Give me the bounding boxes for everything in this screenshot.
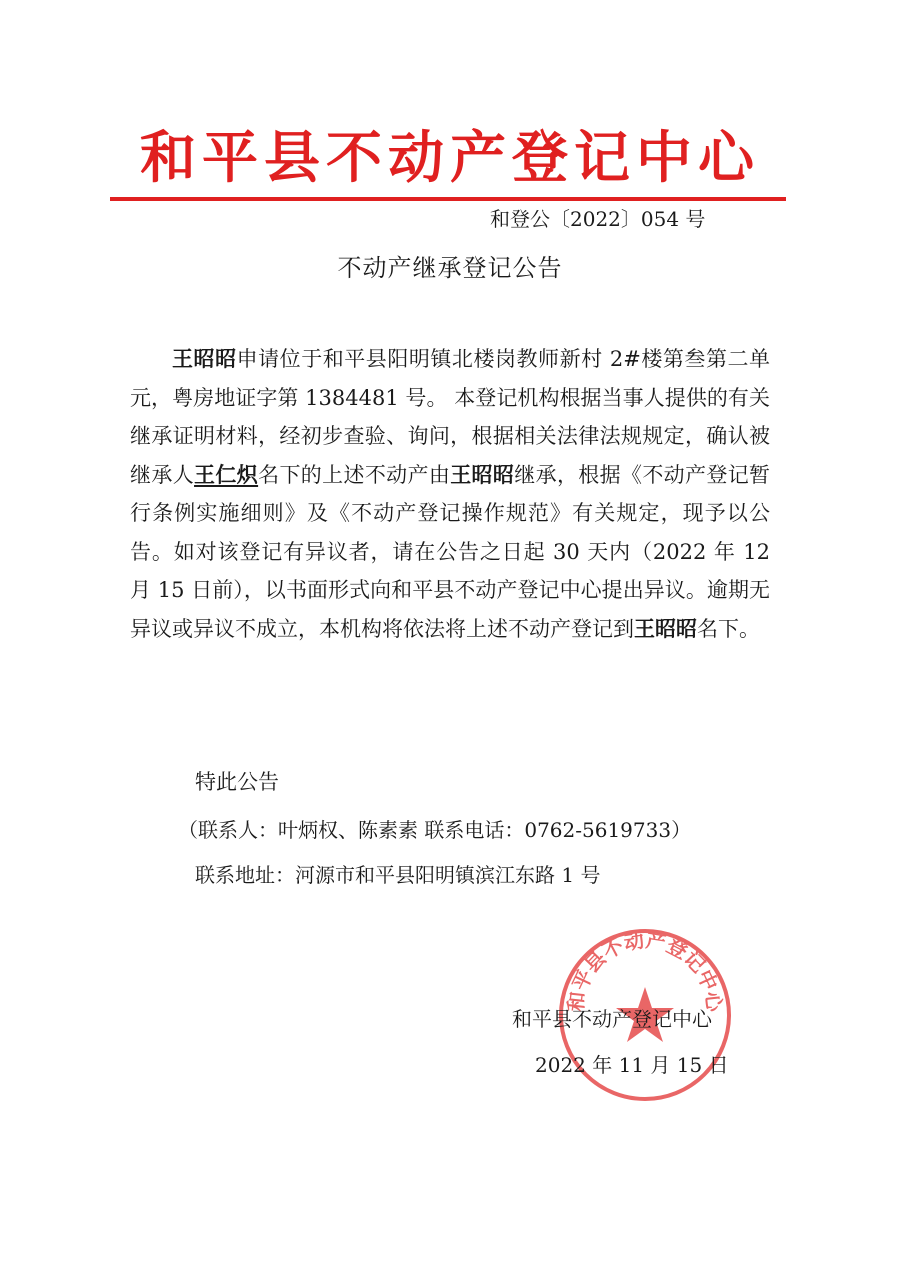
signature-date: 2022 年 11 月 15 日 xyxy=(535,1053,729,1077)
applicant-name: 王昭昭 xyxy=(172,347,237,371)
seal-text: 和平县不动产登记中心 xyxy=(563,927,727,1013)
closing-phrase: 特此公告 xyxy=(195,770,279,794)
document-number: 和登公〔2022〕054 号 xyxy=(490,207,706,231)
notice-title: 不动产继承登记公告 xyxy=(337,254,563,282)
letterhead-divider xyxy=(110,197,786,201)
signature-organization: 和平县不动产登记中心 xyxy=(512,1007,712,1031)
heir-name: 王昭昭 xyxy=(450,462,515,487)
decedent-name: 王仁炽 xyxy=(194,462,259,487)
notice-body xyxy=(130,340,770,648)
heir-name-repeat: 王昭昭 xyxy=(634,616,697,641)
contact-address: 联系地址：河源市和平县阳明镇滨江东路 1 号 xyxy=(195,863,601,887)
body-segment-4: 名下。 xyxy=(697,616,760,641)
contact-person: （联系人：叶炳权、陈素素 联系电话：0762-5619733） xyxy=(178,818,692,842)
letterhead-title: 和平县不动产登记中心 xyxy=(140,125,760,191)
body-segment-1: 申请位于和平县阳明镇北楼岗教师新村 2#楼第叁第二单元，粤房地证字第 1384481 号。 本登记机构根据当事人提供的有关继承证明材料，经初步查验、询问，根据相关法律法规规定，确认被继承人 xyxy=(130,347,771,487)
body-segment-2: 名下的上述不动产由 xyxy=(258,462,451,487)
body-segment-3: 继承，根据《不动产登记暂行条例实施细则》及《不动产登记操作规范》有关规定，现予以公告。如对该登记有异议者，请在公告之日起 30 天内（2022 年 12 月 15 日前），以书面形式向和平县不动产登记中心提出异议。逾期无异议或异议不成立，本机构将依法将上述不动产登记到 xyxy=(130,462,771,641)
